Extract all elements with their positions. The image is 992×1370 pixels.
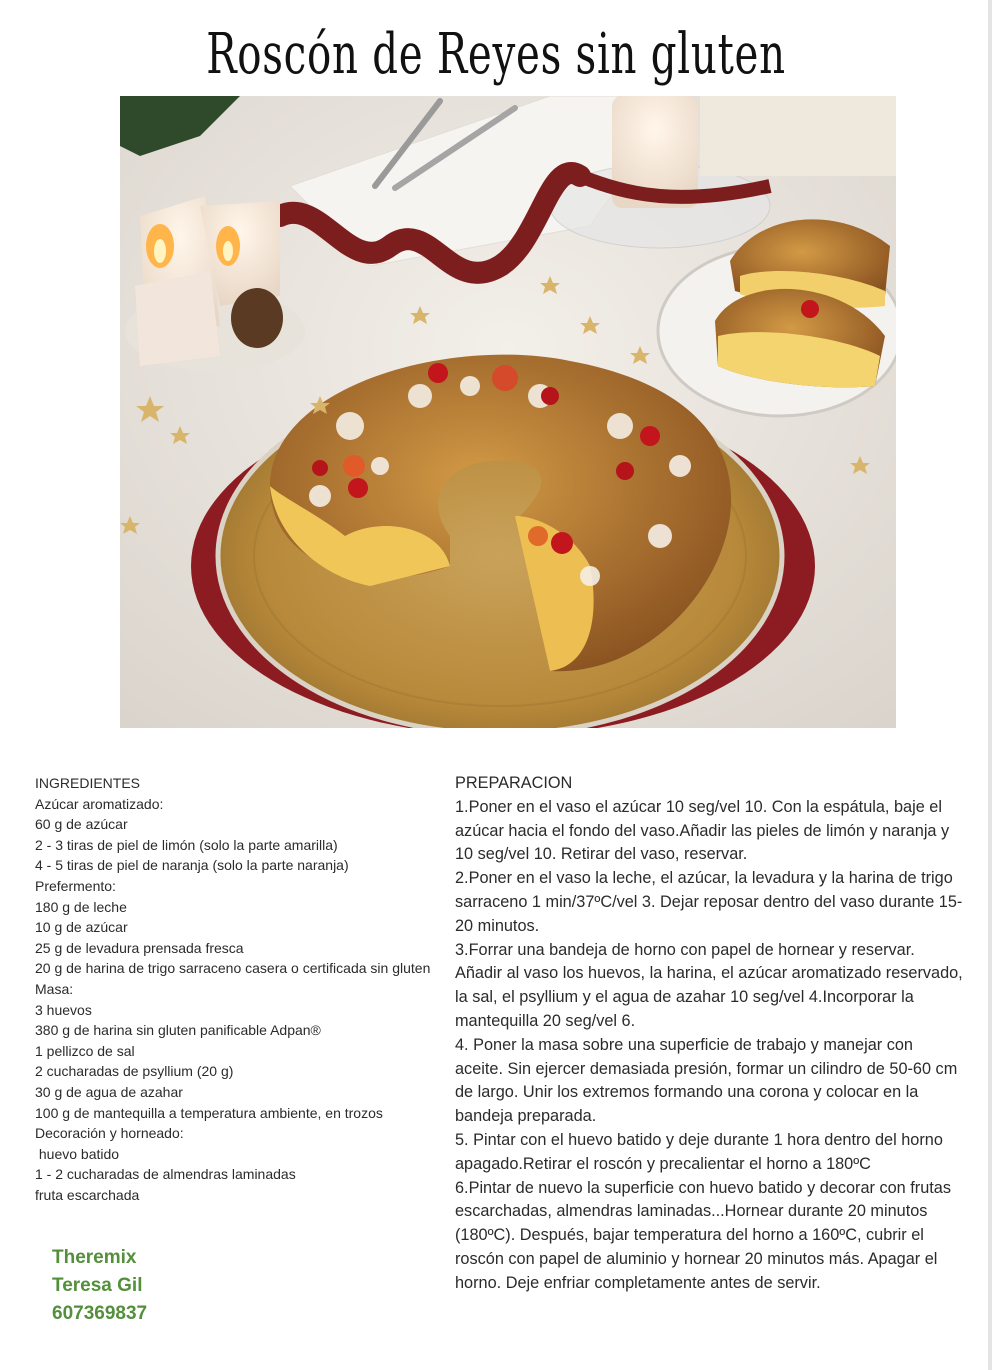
page-edge: [988, 0, 992, 1370]
ingredients-heading: INGREDIENTES: [35, 775, 141, 791]
roscon-photo: [120, 96, 896, 728]
ingredient-line: 100 g de mantequilla a temperatura ambiente, en trozos: [35, 1104, 383, 1121]
ingredient-line: 1 - 2 cucharadas de almendras laminadas: [35, 1166, 296, 1183]
ingredient-line: 3 huevos: [35, 1001, 92, 1018]
ingredient-line: Azúcar aromatizado:: [35, 795, 164, 812]
ingredient-line: Prefermento:: [35, 877, 116, 894]
ingredient-line: 10 g de azúcar: [35, 919, 128, 936]
ingredient-line: 30 g de agua de azahar: [35, 1083, 183, 1100]
ingredient-line: 380 g de harina sin gluten panificable Adpan®: [35, 1022, 321, 1039]
ingredients-list: [35, 773, 435, 1205]
signature-brand: Theremix: [52, 1247, 137, 1268]
page-title: Roscón de Reyes sin gluten: [206, 22, 786, 87]
preparation-heading: PREPARACION: [455, 774, 573, 792]
preparation-step: 6.Pintar de nuevo la superficie con huevo batido y decorar con frutas escarchadas, almendras laminadas...Hornear durante 20 minutos (180ºC). Después, bajar temperatura del horno a 160ºC, cubrir el roscón con papel de aluminio y hornear 20 minutos más. Apagar el horno. Deje enfriar completamente antes de servir.: [455, 1178, 951, 1292]
preparation-step: 3.Forrar una bandeja de horno con papel de hornear y reservar. Añadir al vaso los huevos, la harina, el azúcar aromatizado reservado, la sal, el psyllium y el agua de azahar 10 seg/vel 4.Incorporar la mantequilla 20 seg/vel 6.: [455, 940, 963, 1030]
ingredient-line: 180 g de leche: [35, 898, 127, 915]
ingredient-line: 2 - 3 tiras de piel de limón (solo la parte amarilla): [35, 836, 338, 853]
preparation-step: 1.Poner en el vaso el azúcar 10 seg/vel 10. Con la espátula, baje el azúcar hacia el fondo del vaso.Añadir las pieles de limón y naranja y 10 seg/vel 10. Retirar del vaso, reservar.: [455, 797, 950, 864]
preparation-step: 5. Pintar con el huevo batido y deje durante 1 hora dentro del horno apagado.Retirar el roscón y precalientar el horno a 180ºC: [455, 1130, 943, 1173]
preparation-step: 4. Poner la masa sobre una superficie de trabajo y manejar con aceite. Sin ejercer demasiada presión, formar un cilindro de 50-60 cm de largo. Unir los extremos formando una corona y colocar en la bandeja preparada.: [455, 1035, 958, 1126]
signature-phone: 607369837: [52, 1303, 148, 1324]
ingredient-line: fruta escarchada: [35, 1186, 140, 1203]
preparation-step: 2.Poner en el vaso la leche, el azúcar, la levadura y la harina de trigo sarraceno 1 min/37ºC/vel 3. Dejar reposar dentro del vaso durante 15-20 minutos.: [455, 869, 963, 935]
ingredient-line: 1 pellizco de sal: [35, 1042, 135, 1059]
ingredient-line: huevo batido: [35, 1145, 120, 1162]
ingredient-line: 60 g de azúcar: [35, 816, 128, 833]
ingredient-line: Masa:: [35, 980, 74, 997]
signature-name: Teresa Gil: [52, 1275, 143, 1296]
ingredient-line: 4 - 5 tiras de piel de naranja (solo la parte naranja): [35, 857, 349, 874]
ingredient-line: 20 g de harina de trigo sarraceno casera o certificada sin gluten: [35, 960, 431, 977]
author-signature: [52, 1244, 147, 1328]
ingredient-line: Decoración y horneado:: [35, 1125, 184, 1142]
ingredient-line: 25 g de levadura prensada fresca: [35, 939, 244, 956]
preparation-section: [455, 772, 965, 1296]
ingredient-line: 2 cucharadas de psyllium (20 g): [35, 1063, 234, 1080]
